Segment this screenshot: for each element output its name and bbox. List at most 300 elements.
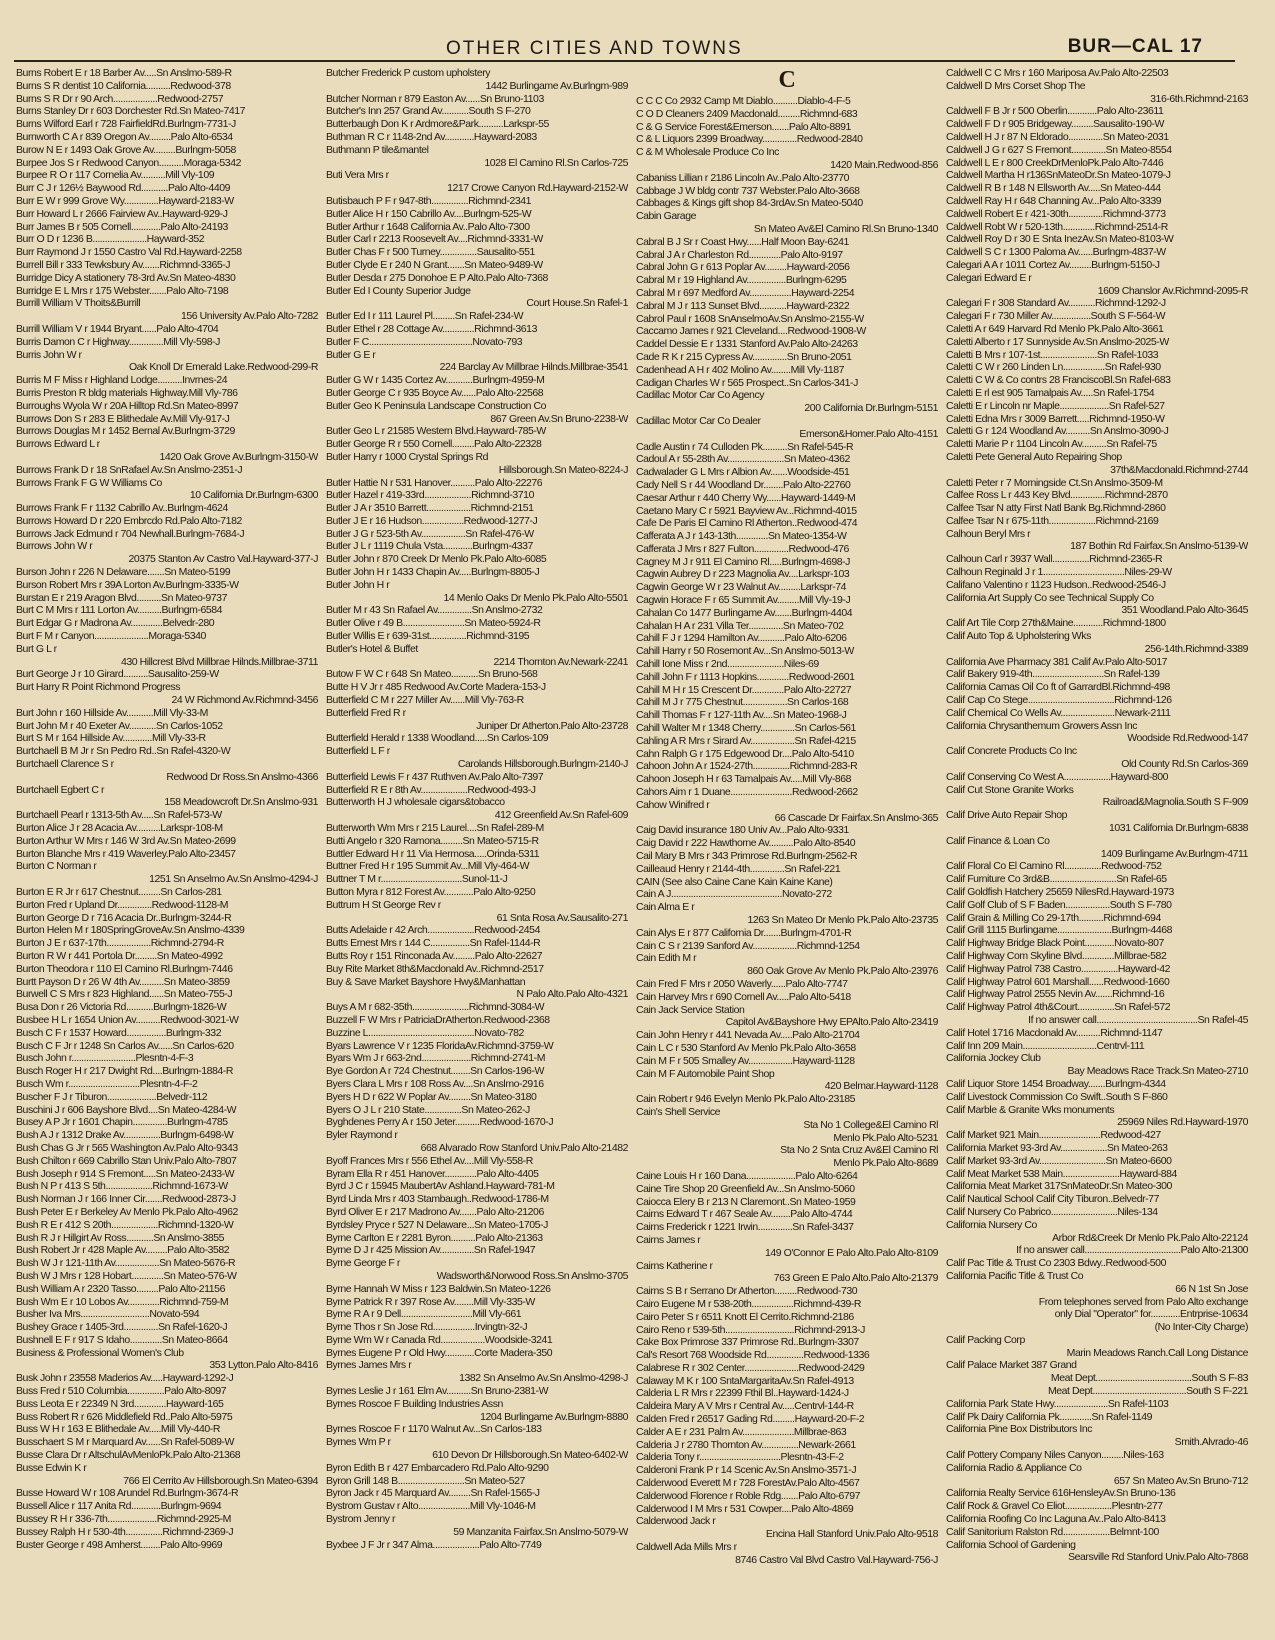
listing-entry: Burt Edgar G r Madrona Av.............Belvedr-280	[16, 617, 215, 630]
listing-entry: Butler Hattie N r 531 Hanover..........Palo Alto-22276	[326, 476, 543, 489]
listing-entry: Calif Pk Dairy California Pk.............Sn Rafel-1149	[946, 1410, 1153, 1423]
listing-entry: Calif Pac Title & Trust Co 2303 Bdwy..Redwood-500	[946, 1257, 1166, 1270]
listing-entry: Byrne Carlton E r 2281 Byron..........Palo Alto-21363	[326, 1231, 543, 1244]
listing-entry: Bushey Grace r 1405-3rd..............Sn Rafel-1620-J	[16, 1321, 228, 1334]
listing-entry: 256-14th.Richmnd-3389	[1144, 642, 1248, 655]
listing-entry: C & L Liquors 2399 Broadway..............Redwood-2840	[636, 133, 863, 146]
listing-entry: Woodside Rd.Redwood-147	[1127, 732, 1248, 745]
listing-entry: Court House.Sn Rafel-1	[526, 297, 628, 310]
listing-entry: California Camas Oil Co ft of GarrardBl.Richmnd-498	[946, 681, 1170, 694]
listing-column-2	[326, 67, 628, 1627]
listing-entry: 8746 Castro Val Blvd Castro Val.Hayward-756-J	[735, 1553, 938, 1566]
listing-column-1	[16, 67, 318, 1627]
listing-entry: Calif Livestock Commission Co Swift..South S F-860	[946, 1090, 1168, 1103]
listing-entry: Byrnes Eugene P r Old Hwy............Corte Madera-350	[326, 1346, 553, 1359]
listing-entry: Burt S M r 164 Hillside Av............Mill Vly-33-R	[16, 732, 206, 745]
listing-entry: Caletti Marie P r 1104 Lincoln Av..........Sn Rafel-75	[946, 438, 1157, 451]
listing-entry: Calif Concrete Products Co Inc	[946, 745, 1077, 758]
listing-entry: Butterbaugh Don K r Ardmore&Park..........Larkspr-55	[326, 118, 549, 131]
listing-entry: Burrows Howard D r 220 Embrcdo Rd.Palo Alto-7182	[16, 514, 242, 527]
listing-entry: Caldwell Robt W r 520-13th.............Richmnd-2514-R	[946, 220, 1168, 233]
listing-entry: Byrne Hannah W Miss r 123 Baldwin.Sn Mateo-1226	[326, 1282, 551, 1295]
listing-entry: Calegari F r 730 Miller Av................South S F-564-W	[946, 310, 1166, 323]
listing-entry: Burr Raymond J r 1550 Castro Val Rd.Hayward-2258	[16, 246, 242, 259]
listing-entry: Butler Harry r 1000 Crystal Springs Rd	[326, 450, 489, 463]
listing-entry: Caldwell C C Mrs r 160 Mariposa Av.Palo Alto-22503	[946, 67, 1169, 79]
listing-entry: Byram Ella R r 451 Hanover.............Palo Alto-4405	[326, 1167, 539, 1180]
listing-entry: California Park State Hwy......................Sn Rafel-1103	[946, 1397, 1169, 1410]
listing-entry: 1382 Sn Anselmo Av.Sn Anslmo-4298-J	[459, 1372, 628, 1385]
listing-entry: Wadsworth&Norwood Ross.Sn Anslmo-3705	[436, 1269, 628, 1282]
listing-entry: 37th&Macdonald.Richmnd-2744	[1110, 463, 1248, 476]
listing-entry: Burton Blanche Mrs r 419 Waverley.Palo Alto-23457	[16, 847, 236, 860]
listing-entry: Sn Mateo Av&El Camino Rl.Sn Bruno-1340	[753, 222, 938, 235]
listing-entry: Cain M F r 505 Smalley Av..................Hayward-1128	[636, 1054, 855, 1067]
listing-entry: Redwood Dr Ross.Sn Anslmo-4366	[166, 770, 318, 783]
listing-entry: 66 Cascade Dr Fairfax.Sn Anslmo-365	[774, 811, 938, 824]
listing-entry: Burr C J r 126½ Baywood Rd...........Palo Alto-4409	[16, 182, 231, 195]
listing-entry: 351 Woodland.Palo Alto-3645	[1121, 604, 1248, 617]
listing-entry: California Ave Pharmacy 381 Calif Av.Palo Alto-5017	[946, 655, 1168, 668]
listing-entry: Byars Wm J r 663-2nd....................Richmnd-2741-M	[326, 1052, 546, 1065]
listing-entry: Bussey R H r 336-7th....................Richmnd-2925-M	[16, 1513, 231, 1526]
listing-entry: Cain Alys E r 877 California Dr.......Burlngm-4701-R	[636, 926, 852, 939]
listing-entry: Buss Robert R r 626 Middlefield Rd..Palo Alto-5975	[16, 1410, 233, 1423]
listing-entry: Butler Clyde E r 240 N Grant.......Sn Mateo-9489-W	[326, 258, 543, 271]
listing-entry: Cain's Shell Service	[636, 1105, 721, 1118]
listing-entry: Cairo Reno r 539-5th............................Richmnd-2913-J	[636, 1323, 865, 1336]
listing-entry: 1420 Main.Redwood-856	[830, 158, 938, 171]
listing-entry: Burrell Bill r 333 Tewksbury Av.......Richmnd-3365-J	[16, 258, 231, 271]
listing-entry: Cadwalader G L Mrs r Albion Av.......Woodside-451	[636, 466, 850, 479]
listing-entry: Bush A J r 1312 Drake Av...............Burlngm-6498-W	[16, 1129, 234, 1142]
listing-entry: Butterfield L F r	[326, 745, 390, 758]
listing-entry: Cagwin Aubrey D r 223 Magnolia Av....Larkspr-103	[636, 568, 850, 581]
listing-entry: Burton Helen M r 180SpringGroveAv.Sn Anslmo-4339	[16, 924, 245, 937]
listing-entry: 156 University Av.Palo Alto-7282	[181, 310, 318, 323]
listing-entry: Butler J E r 16 Hudson.................Redwood-1277-J	[326, 514, 538, 527]
listing-entry: Caiocca Elery B r 213 N Claremont..Sn Mateo-1959	[636, 1195, 856, 1208]
listing-entry: Cabral B J Sr r Coast Hwy......Half Moon Bay-6241	[636, 235, 849, 248]
listing-entry: 1442 Burlingame Av.Burlngm-989	[485, 79, 628, 92]
listing-entry: Burton C Norman r	[16, 860, 97, 873]
listing-entry: Cain Robert r 946 Evelyn Menlo Pk.Palo Alto-23185	[636, 1093, 856, 1106]
listing-entry: Bush R E r 412 S 20th...................Richmnd-1320-W	[16, 1218, 234, 1231]
listing-entry: Cadillac Motor Car Co Dealer	[636, 414, 761, 427]
listing-entry: Caccamo James r 921 Cleveland....Redwood-1908-W	[636, 325, 866, 338]
listing-entry: Bussell Alice r 117 Anita Rd............Burlngm-9694	[16, 1500, 222, 1513]
listing-entry: Buthmann P tile&mantel	[326, 143, 429, 156]
listing-entry: Buzzell F W Mrs r PatriciaDrAtherton.Redwood-2368	[326, 1013, 550, 1026]
listing-entry: Burpee Jos S r Redwood Canyon..........Moraga-5342	[16, 156, 241, 169]
listing-entry: Caldwell Roy D r 30 E Snta InezAv.Sn Mateo-8103-W	[946, 233, 1174, 246]
listing-entry: Byers O J L r 210 State...............Sn Mateo-262-J	[326, 1103, 530, 1116]
listing-entry: Burns S R Dr r 90 Arch..................Redwood-2757	[16, 92, 224, 105]
header-divider	[14, 60, 1235, 62]
listing-entry: Calif Grill 1115 Burlingame......................Burlngm-4468	[946, 924, 1173, 937]
listing-entry: Cady Nell S r 44 Woodland Dr........Palo Alto-22760	[636, 478, 851, 491]
listing-entry: Caletti G r 124 Woodland Av..........Sn Anslmo-3090-J	[946, 425, 1169, 438]
listing-entry: Cain John Henry r 441 Nevada Av.....Palo Alto-21704	[636, 1029, 860, 1042]
listing-entry: Byrd Linda Mrs r 403 Stambaugh..Redwood-1786-M	[326, 1193, 549, 1206]
listing-entry: Buti Vera Mrs r	[326, 169, 389, 182]
listing-entry: Byrnes Wm P r	[326, 1436, 391, 1449]
listing-entry: Calif Packing Corp	[946, 1333, 1025, 1346]
listing-entry: Butler Ed I r 111 Laurel Pl.........Sn Rafel-234-W	[326, 310, 524, 323]
listing-entry: Butcher's Inn 257 Grand Av...........South S F-270	[326, 105, 531, 118]
listing-entry: Butler's Hotel & Buffet	[326, 642, 418, 655]
listing-entry: Burr O D r 1236 B......................Hayward-352	[16, 233, 205, 246]
listing-entry: Cahoon Joseph H r 63 Tamalpais Av.....Mill Vly-868	[636, 773, 852, 786]
listing-entry: Busch Roger H r 217 Dwight Rd....Burlngm-1884-R	[16, 1065, 233, 1078]
listing-entry: Burr E W r 999 Grove Wy..............Hayward-2183-W	[16, 194, 234, 207]
listing-entry: Cabbage J W bldg contr 737 Webster.Palo Alto-3668	[636, 184, 860, 197]
listing-entry: Butcher Frederick P custom upholstery	[326, 67, 491, 79]
listing-entry: Caletti Pete General Auto Repairing Shop	[946, 450, 1122, 463]
listing-entry: Cadillac Motor Car Co Agency	[636, 389, 765, 402]
listing-entry: Burton Arthur W Mrs r 146 W 3rd Av.Sn Mateo-2699	[16, 834, 236, 847]
listing-entry: Calif Inn 209 Main..............................Centrvl-111	[946, 1039, 1145, 1052]
listing-entry: Bush Joseph r 914 S Fremont.....Sn Mateo-2433-W	[16, 1167, 235, 1180]
listing-entry: Buss Leota E r 22349 N 3rd.............Hayward-165	[16, 1397, 224, 1410]
listing-entry: 66 N 1st Sn Jose	[1175, 1282, 1248, 1295]
listing-entry: Butterworth Wm Mrs r 215 Laurel....Sn Rafel-289-M	[326, 822, 544, 835]
listing-entry: Cain C S r 2139 Sanford Av..................Richmnd-1254	[636, 939, 860, 952]
listing-entry: 10 California Dr.Burlngm-6300	[189, 489, 318, 502]
listing-entry: Calif Chemical Co Wells Av......................Newark-2111	[946, 706, 1171, 719]
listing-entry: Caesar Arthur r 440 Cherry Wy......Hayward-1449-M	[636, 491, 856, 504]
listing-entry: Burt John M r 40 Exeter Av...........Sn Carlos-1052	[16, 719, 223, 732]
listing-entry: Juniper Dr Atherton.Palo Alto-23728	[476, 719, 628, 732]
listing-entry: Caddel Dessie E r 1331 Stanford Av.Palo Alto-24263	[636, 338, 858, 351]
page-header	[0, 0, 1275, 58]
listing-entry: Buss W H r 163 E Blithedale Av.....Mill Vly-440-R	[16, 1423, 220, 1436]
listing-entry: Butler Carl r 2213 Roosevelt Av....Richmnd-3331-W	[326, 233, 543, 246]
listing-entry: Burrows Frank D r 18 SnRafael Av.Sn Anslmo-2351-J	[16, 463, 243, 476]
listing-entry: Butler Geo L r 21585 Western Blvd.Hayward-785-W	[326, 425, 546, 438]
page-range-and-number	[1068, 36, 1203, 58]
listing-entry: Cairns Frederick r 1221 Irwin..............Sn Rafel-3437	[636, 1221, 854, 1234]
listing-entry: Calif Nursery Co Pabrico...........................Niles-134	[946, 1205, 1158, 1218]
listing-entry: Buzzine L...........................................Novato-782	[326, 1026, 524, 1039]
listing-entry: Sta No 2 Snta Cruz Av&El Camino Rl	[780, 1144, 938, 1157]
listing-entry: Burridge E L Mrs r 175 Webster.......Palo Alto-7198	[16, 284, 229, 297]
listing-entry: Caldwell F D r 905 Bridgeway.........Sausalito-190-W	[946, 118, 1164, 131]
listing-entry: Buttrum H St George Rev r	[326, 898, 441, 911]
listing-entry: California School of Gardening	[946, 1538, 1076, 1551]
listing-entry: Carolands Hillsborough.Burlngm-2140-J	[457, 758, 628, 771]
listing-entry: Burrill William V r 1944 Bryant......Palo Alto-4704	[16, 322, 219, 335]
listing-entry: Cadigan Charles W r 565 Prospect..Sn Carlos-341-J	[636, 376, 858, 389]
listing-entry: Cal's Resort 768 Woodside Rd...............Redwood-1336	[636, 1349, 870, 1362]
listing-entry: Calderwood Florence r Roble Rdg.......Palo Alto-6797	[636, 1489, 861, 1502]
listing-columns	[16, 67, 1248, 1627]
listing-entry: Burt G L r	[16, 642, 57, 655]
listing-entry: Calif Grain & Milling Co 29-17th..........Richmnd-694	[946, 911, 1161, 924]
listing-entry: Calabrese R r 302 Center......................Redwood-2429	[636, 1361, 865, 1374]
listing-entry: Burtchaell Pearl r 1313-5th Av.....Sn Rafel-573-W	[16, 809, 222, 822]
listing-entry: Calderia Tony r.................................Plesntn-43-F-2	[636, 1451, 844, 1464]
listing-entry: Burton Fred r Upland Dr..............Redwood-1128-M	[16, 898, 229, 911]
listing-entry: 1409 Burlingame Av.Burlngm-4711	[1100, 847, 1248, 860]
listing-entry: Cabbages & Kings gift shop 84-3rdAv.Sn Mateo-5040	[636, 197, 863, 210]
listing-entry: Burrows Edward L r	[16, 438, 100, 451]
listing-entry: Calif Market 93-3rd Av...........................Sn Mateo-6600	[946, 1154, 1172, 1167]
listing-entry: Butler Alice H r 150 Cabrillo Av....Burlngm-525-W	[326, 207, 532, 220]
listing-entry: Cain M F Automobile Paint Shop	[636, 1067, 775, 1080]
listing-entry: Calif Auto Top & Upholstering Wks	[946, 630, 1091, 643]
listing-entry: California Realty Service 616HensleyAv.Sn Bruno-136	[946, 1487, 1176, 1500]
listing-entry: Burrill William V Thoits&Burrill	[16, 297, 141, 310]
listing-entry: Cain Edith M r	[636, 952, 697, 965]
listing-entry: Caldwell J G r 627 S Fremont..............Sn Mateo-8554	[946, 143, 1172, 156]
listing-entry: Bush N P r 413 S 5th...................Richmnd-1673-W	[16, 1180, 228, 1193]
listing-entry: 187 Bothin Rd Fairfax.Sn Anslmo-5139-W	[1070, 540, 1248, 553]
listing-entry: Calif Furniture Co 3rd&B...........................Sn Rafel-65	[946, 873, 1167, 886]
listing-entry: 316-6th.Richmnd-2163	[1150, 92, 1248, 105]
listing-entry: Calaway M K r 100 SntaMargaritaAv.Sn Rafel-4913	[636, 1374, 854, 1387]
listing-entry: Butler Arthur r 1648 California Av..Palo Alto-7300	[326, 220, 530, 233]
listing-entry: Butler John H r	[326, 578, 390, 591]
listing-entry: Bush Chilton r 669 Cabrillo Stan Univ.Palo Alto-7807	[16, 1154, 237, 1167]
listing-entry: Burrows Jack Edmund r 704 Newhall.Burlngm-7684-J	[16, 527, 245, 540]
listing-entry: Burris John W r	[16, 348, 82, 361]
listing-entry: Byrne George F r	[326, 1257, 400, 1270]
listing-entry: Hillsborough.Sn Mateo-8224-J	[498, 463, 628, 476]
listing-entry: Cadle Austin r 74 Culloden Pk..........Sn Rafel-545-R	[636, 440, 854, 453]
listing-entry: Calderia L R Mrs r 22399 Fthil Bl..Hayward-1424-J	[636, 1387, 849, 1400]
listing-entry: Bush W J Mrs r 128 Hobart.............Sn Mateo-576-W	[16, 1269, 237, 1282]
listing-entry: Buttner Fred H r 195 Summit Av...Mill Vly-464-W	[326, 860, 530, 873]
listing-entry: Calif Palace Market 387 Grand	[946, 1359, 1077, 1372]
listing-entry: California Art Supply Co see Technical Supply Co	[946, 591, 1154, 604]
listing-entry: 158 Meadowcroft Dr.Sn Anslmo-931	[164, 796, 318, 809]
listing-entry: Cail Mary B Mrs r 343 Primrose Rd.Burlngm-2562-R	[636, 850, 858, 863]
listing-entry: If no answer call.......................................Palo Alto-21300	[1016, 1244, 1248, 1257]
section-letter-heading: C	[778, 67, 796, 93]
listing-entry: Byrnes James Mrs r	[326, 1359, 412, 1372]
listing-entry: Burroughs Wyola W r 20A Hilltop Rd.Sn Mateo-8997	[16, 399, 239, 412]
listing-entry: Califano Valentino r 1123 Hudson..Redwood-2546-J	[946, 578, 1166, 591]
page-title: OTHER CITIES AND TOWNS	[446, 38, 743, 59]
listing-entry: California Chrysanthemum Growers Assn Inc	[946, 719, 1138, 732]
listing-entry: Burt John r 160 Hillside Av...........Mill Vly-33-M	[16, 706, 208, 719]
listing-entry: 657 Sn Mateo Av.Sn Bruno-712	[1113, 1474, 1248, 1487]
listing-entry: Burr James B r 505 Cornell............Palo Alto-24193	[16, 220, 228, 233]
listing-entry: 867 Green Av.Sn Bruno-2238-W	[490, 412, 628, 425]
listing-entry: (No Inter-City Charge)	[1154, 1321, 1248, 1334]
listing-entry: Busa Don r 26 Victoria Rd...........Burlngm-1826-W	[16, 1001, 227, 1014]
listing-entry: Cafe De Paris El Camino Rl Atherton..Redwood-474	[636, 517, 858, 530]
listing-entry: Byron Jack r 45 Marquard Av.........Sn Rafel-1565-J	[326, 1487, 540, 1500]
listing-entry: Bussey Ralph H r 530-4th...............Richmnd-2369-J	[16, 1525, 234, 1538]
listing-entry: Burns Robert E r 18 Barber Av.....Sn Anslmo-589-R	[16, 67, 232, 79]
listing-entry: Butler Olive r 49 B.........................Sn Mateo-5924-R	[326, 617, 541, 630]
listing-entry: Calif Goldfish Hatchery 25659 NilesRd.Hayward-1973	[946, 886, 1174, 898]
listing-entry: Burt George J r 10 Girard..........Sausalito-259-W	[16, 668, 219, 681]
listing-entry: Bystrom Gustav r Alto.....................Mill Vly-1046-M	[326, 1500, 536, 1513]
listing-entry: Burrows Douglas M r 1452 Bernal Av.Burlngm-3729	[16, 425, 235, 438]
listing-entry: Busch John r..........................Plesntn-4-F-3	[16, 1052, 194, 1065]
listing-entry: Burris Damon C r Highway..............Mill Vly-598-J	[16, 335, 220, 348]
listing-entry: Byoff Frances Mrs r 556 Ethel Av....Mill Vly-558-R	[326, 1154, 533, 1167]
listing-entry: Caldwell F B Jr r 500 Oberlin............Palo Alto-23611	[946, 105, 1164, 118]
listing-entry: Byrnes Roscoe F Building Industries Assn	[326, 1397, 503, 1410]
listing-entry: Burwell C S Mrs r 823 Highland......Sn Mateo-755-J	[16, 988, 233, 1001]
listing-entry: Calif Highway Patrol 738 Castro...............Hayward-42	[946, 962, 1170, 975]
listing-entry: Burton Theodora r 110 El Camino Rl.Burlngm-7446	[16, 962, 233, 975]
listing-entry: Butts Adelaide r 42 Arch...................Redwood-2454	[326, 924, 540, 937]
listing-entry: Caldwell Ray H r 648 Channing Av...Palo Alto-3339	[946, 194, 1162, 207]
listing-entry: Butler Ethel r 28 Cottage Av.............Richmnd-3613	[326, 322, 537, 335]
listing-entry: Caletti Peter r 7 Morningside Ct.Sn Anslmo-3509-M	[946, 476, 1163, 489]
listing-entry: Cairo Peter S r 6511 Knott El Cerrito.Richmnd-2186	[636, 1310, 854, 1323]
listing-entry: Calif Rock & Gravel Co Eliot...................Plesntn-277	[946, 1500, 1163, 1513]
listing-entry: N Palo Alto.Palo Alto-4321	[516, 988, 628, 1001]
listing-entry: If no answer call.........................................Sn Rafel-45	[1028, 1013, 1248, 1026]
listing-entry: Burton George D r 716 Acacia Dr..Burlngm-3244-R	[16, 911, 232, 924]
listing-entry: Butti Angelo r 320 Ramona.........Sn Mateo-5715-R	[326, 834, 539, 847]
listing-entry: Burow N E r 1493 Oak Grove Av.........Burlngm-5058	[16, 143, 236, 156]
listing-entry: Cadoul A r 55-28th Av.......................Sn Mateo-4362	[636, 453, 850, 466]
listing-entry: Meat Dept......................................South S F-221	[1047, 1385, 1248, 1398]
listing-entry: Busch C F r 1537 Howard................Burlngm-332	[16, 1026, 222, 1039]
listing-entry: Buster George r 498 Amherst........Palo Alto-9969	[16, 1538, 223, 1551]
listing-entry: only Dial "Operator" for............Entrprise-10634	[1054, 1308, 1248, 1321]
listing-entry: Caletti C W r 260 Linden Ln.................Sn Rafel-930	[946, 361, 1161, 374]
listing-entry: Byrne Patrick R r 397 Rose Av........Mill Vly-335-W	[326, 1295, 535, 1308]
listing-entry: Cairns S B r Serrano Dr Atherton.........Redwood-730	[636, 1285, 858, 1298]
listing-entry: Busschaert S M r Marquard Av......Sn Rafel-5089-W	[16, 1436, 234, 1449]
listing-entry: Calif Pottery Company Niles Canyon.........Niles-163	[946, 1449, 1164, 1462]
listing-entry: Butler Geo K Peninsula Landscape Construction Co	[326, 399, 547, 412]
listing-entry: Caletti C W & Co contrs 28 FranciscoBl.Sn Rafel-683	[946, 374, 1171, 387]
listing-entry: Searsville Rd Stanford Univ.Palo Alto-7868	[1068, 1551, 1248, 1564]
listing-entry: Butler John r 870 Creek Dr Menlo Pk.Palo Alto-6085	[326, 553, 547, 566]
listing-entry: Butler George C r 935 Boyce Av......Palo Alto-22568	[326, 386, 544, 399]
listing-entry: Caig David insurance 180 Univ Av...Palo Alto-9331	[636, 824, 849, 837]
listing-entry: 412 Greenfield Av.Sn Rafel-609	[494, 809, 628, 822]
listing-entry: Cahow Winifred r	[636, 798, 710, 811]
listing-entry: Old County Rd.Sn Carlos-369	[1121, 758, 1248, 771]
listing-entry: Bushnell E F r 917 S Idaho.............Sn Mateo-8664	[16, 1333, 228, 1346]
listing-entry: Calif Cap Co Stege...................................Richmnd-126	[946, 694, 1172, 707]
listing-entry: Butts Ernest Mrs r 144 C................Sn Rafel-1144-R	[326, 937, 541, 950]
listing-entry: 24 W Richmond Av.Richmnd-3456	[171, 694, 318, 707]
listing-entry: Byers H D r 622 W Poplar Av.........Sn Mateo-3180	[326, 1090, 537, 1103]
listing-entry: Burton J E r 637-17th..................Richmnd-2794-R	[16, 937, 224, 950]
listing-entry: Calden Fred r 26517 Gading Rd.........Hayward-20-F-2	[636, 1413, 865, 1426]
listing-entry: Cain A J.............................................Novato-272	[636, 888, 832, 901]
listing-entry: Cahn Ralph G r 175 Edgewood Dr....Palo Alto-5410	[636, 747, 854, 760]
listing-entry: Butow F W C r 648 Sn Mateo...........Sn Bruno-568	[326, 668, 538, 681]
page-number: 17	[1179, 36, 1203, 57]
listing-entry: Calegari Edward E r	[946, 271, 1032, 284]
listing-entry: Butterworth H J wholesale cigars&tobacco	[326, 796, 505, 809]
listing-entry: Butler Desda r 275 Donohoe E P Alto.Palo Alto-7368	[326, 271, 548, 284]
listing-entry: Byron Grill 148 B...........................Sn Mateo-527	[326, 1474, 525, 1487]
listing-entry: Calderia J r 2780 Thornton Av...............Newark-2661	[636, 1438, 856, 1451]
listing-entry: Buthman R C r 1148-2nd Av............Hayward-2083	[326, 130, 537, 143]
listing-column-3	[636, 67, 938, 1627]
listing-entry: Burrows Frank F G W Williams Co	[16, 476, 162, 489]
listing-entry: Byron Edith B r 427 Embarcadero Rd.Palo Alto-9290	[326, 1461, 549, 1474]
listing-entry: Bay Meadows Race Track.Sn Mateo-2710	[1067, 1065, 1248, 1078]
listing-entry: Byrne Wm W r Canada Rd..................Woodside-3241	[326, 1333, 553, 1346]
listing-column-4	[946, 67, 1248, 1627]
listing-entry: Emerson&Homer.Palo Alto-4151	[799, 427, 938, 440]
listing-entry: Burrows Don S r 283 E Blithedale Av.Mill Vly-917-J	[16, 412, 230, 425]
listing-entry: Calif Art Tile Corp 27th&Maine............Richmnd-1800	[946, 617, 1166, 630]
listing-entry: Butler F C..........................................Novato-793	[326, 335, 523, 348]
listing-entry: 860 Oak Grove Av Menlo Pk.Palo Alto-23976	[747, 965, 938, 978]
listing-entry: Butterfield Lewis F r 437 Ruthven Av.Palo Alto-7397	[326, 770, 544, 783]
listing-entry: Bush Robert Jr r 428 Maple Av.........Palo Alto-3582	[16, 1244, 230, 1257]
listing-entry: 2214 Thornton Av.Newark-2241	[493, 655, 628, 668]
listing-entry: California Roofing Co Inc Laguna Av..Palo Alto-8413	[946, 1513, 1166, 1526]
listing-entry: Busse Clara Dr r AltschulAvMenloPk.Palo Alto-21368	[16, 1449, 241, 1462]
listing-entry: Cain Harvey Mrs r 690 Cornell Av.....Palo Alto-5418	[636, 990, 851, 1003]
listing-entry: Butcher Norman r 879 Easton Av......Sn Bruno-1103	[326, 92, 544, 105]
listing-entry: Burton E R Jr r 617 Chestnut.........Sn Carlos-281	[16, 886, 222, 898]
listing-entry: Byghdenes Perry A r 150 Jeter..........Redwood-1670-J	[326, 1116, 554, 1129]
listing-entry: Calif Highway Com Skyline Blvd.............Millbrae-582	[946, 949, 1167, 962]
listing-entry: Calfee Tsar N atty First Natl Bank Bg.Richmnd-2860	[946, 502, 1166, 515]
listing-entry: Cahling A R Mrs r Sirard Av..................Sn Rafel-4215	[636, 734, 856, 747]
listing-entry: Byrne R A r 9 Dell.............................Mill Vly-661	[326, 1308, 522, 1321]
listing-entry: Butler J A r 3510 Barrett..................Richmnd-2151	[326, 502, 534, 515]
listing-entry: Caletti Edna Mrs r 3009 Barrett.....Richmnd-1950-W	[946, 412, 1165, 425]
listing-entry: Buys A M r 682-35th.......................Richmnd-3084-W	[326, 1001, 545, 1014]
listing-entry: Butler John H r 1433 Chapin Av.....Burlngm-8805-J	[326, 566, 540, 579]
listing-entry: Cairns Katherine r	[636, 1259, 713, 1272]
listing-entry: Calhoun Carl r 3937 Wall...............Richmnd-2365-R	[946, 553, 1163, 566]
listing-entry: Burton Alice J r 28 Acacia Av..........Larkspr-108-M	[16, 822, 223, 835]
listing-entry: Cain Alma E r	[636, 901, 695, 914]
listing-entry: Caetano Mary C r 5921 Bayview Av...Richmnd-4015	[636, 504, 857, 517]
listing-entry: Cahill Thomas F r 127-11th Av....Sn Mateo-1968-J	[636, 709, 847, 722]
listing-entry: Caldwell Robert E r 421-30th..............Richmnd-3773	[946, 207, 1166, 220]
listing-entry: Cabral M r 697 Medford Av.................Hayward-2254	[636, 286, 855, 299]
listing-entry: Burnworth C A r 839 Oregon Av.........Palo Alto-6534	[16, 130, 233, 143]
listing-entry: Cahors Aim r 1 Duane.........................Redwood-2662	[636, 786, 858, 799]
listing-entry: Byrd Oliver E r 217 Madrono Av.......Palo Alto-21206	[326, 1205, 544, 1218]
listing-entry: Buy Rite Market 8th&Macdonald Av..Richmnd-2517	[326, 962, 544, 975]
listing-entry: Burtchaell B M Jr r Sn Pedro Rd..Sn Rafel-4320-W	[16, 745, 231, 758]
listing-entry: Calegari A A r 1011 Cortez Av.........Burlngm-5150-J	[946, 258, 1160, 271]
listing-entry: Cahill Walter M r 1348 Cherry..............Sn Carlos-561	[636, 722, 856, 735]
listing-entry: 430 Hillcrest Blvd Millbrae Hilnds.Millbrae-3711	[120, 655, 318, 668]
listing-entry: Byers Clara L Mrs r 108 Ross Av....Sn Anslmo-2916	[326, 1077, 544, 1090]
listing-entry: Caletti E r Lincoln nr Maple....................Sn Rafel-527	[946, 399, 1165, 412]
listing-entry: Butler Hazel r 419-33rd...................Richmnd-3710	[326, 489, 534, 502]
listing-entry: Busch Wm r.............................Plesntn-4-F-2	[16, 1077, 198, 1090]
listing-entry: Calif Golf Club of S F Baden..................South S F-780	[946, 898, 1172, 911]
listing-entry: Burt C M Mrs r 111 Lorton Av..........Burlngm-6584	[16, 604, 223, 617]
listing-entry: Butterfield C M r 227 Miller Av......Mill Vly-763-R	[326, 694, 524, 707]
listing-entry: 224 Barclay Av Millbrae Hilnds.Millbrae-3541	[439, 361, 628, 374]
listing-entry: Calif Finance & Loan Co	[946, 834, 1050, 847]
listing-entry: Busher Iva Mrs............................Novato-594	[16, 1308, 200, 1321]
listing-entry: Caldwell Ada Mills Mrs r	[636, 1541, 737, 1554]
listing-entry: 420 Belmar.Hayward-1128	[824, 1080, 938, 1093]
listing-entry: Calif Floral Co El Camino Rl...............Redwood-752	[946, 860, 1162, 873]
listing-entry: Calif Conserving Co West A...................Hayward-800	[946, 770, 1169, 783]
listing-entry: Burt F M r Canyon......................Moraga-5340	[16, 630, 206, 643]
listing-entry: Cabral M J r 113 Sunset Blvd...........Hayward-2322	[636, 299, 850, 312]
listing-entry: Busey A P Jr r 1601 Chapin..............Burlngm-4785	[16, 1116, 228, 1129]
listing-entry: Burstan E r 219 Aragon Blvd..........Sn Mateo-9737	[16, 591, 227, 604]
